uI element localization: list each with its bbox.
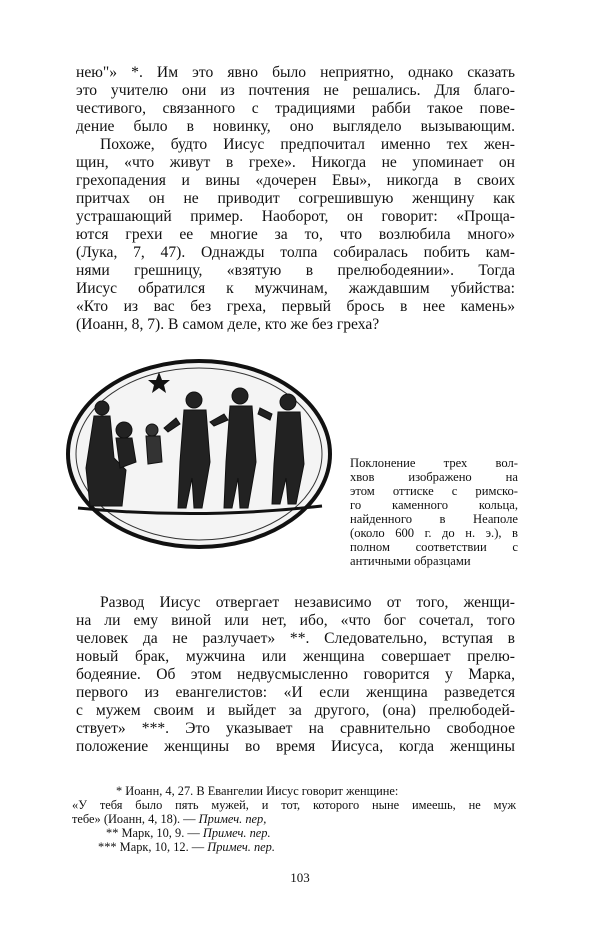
footnote-1: * Иоанн, 4, 27. В Евангелии Иисус говорит женщине:	[116, 784, 399, 798]
paragraph-2-line: щин, «что живут в грехе». Никогда не упоминает он	[76, 154, 515, 171]
illustration-caption-line: античными образцами	[350, 554, 471, 568]
paragraph-2-line: притчах он не приводит согрешившую женщину как	[76, 190, 515, 207]
translator-note: Примеч. пер,	[198, 812, 267, 826]
illustration-caption-line: (около 600 г. до н. э.), в	[350, 526, 518, 540]
paragraph-3-line: первого из евангелистов: «И если женщина разведется	[76, 684, 515, 701]
footnote-1-end	[72, 812, 266, 826]
illustration-caption-line: найденного в Неаполе	[350, 512, 518, 526]
paragraph-3-line: человек да не разлучает» **. Следовательно, вступая в	[76, 630, 515, 647]
illustration-caption-line: Поклонение трех вол-	[350, 456, 518, 470]
paragraph-2-line: (Иоанн, 8, 7). В самом деле, кто же без греха?	[76, 316, 380, 333]
paragraph-2-line: Похоже, будто Иисус предпочитал именно тех жен-	[100, 136, 515, 153]
translator-note: Примеч. пер.	[207, 840, 275, 854]
paragraph-3-line: положение женщины во время Иисуса, когда женщины	[76, 738, 515, 755]
illustration-caption-line: го каменного кольца,	[350, 498, 518, 512]
paragraph-2-line: грехопадения и вины «дочерен Евы», никогда в своих	[76, 172, 515, 189]
footnote-1-continued: «У тебя было пять мужей, и тот, которого ныне имеешь, не муж	[72, 798, 516, 812]
adoration-of-magi-engraving	[64, 358, 334, 550]
paragraph-2-line: устрашающий пример. Наоборот, он говорит: «Проща-	[76, 208, 515, 225]
paragraph-3-line: Развод Иисус отвергает независимо от того, женщи-	[100, 594, 515, 611]
translator-note: Примеч. пер.	[202, 826, 271, 840]
footnote-3	[98, 840, 275, 854]
paragraph-1-line: честивого, связанного с традициями рабби такое пове-	[76, 100, 515, 117]
paragraph-3-line: с мужем своим и выйдет за другого, (она) прелюбодей-	[76, 702, 515, 719]
illustration-caption-line: этом оттиске с римско-	[350, 484, 518, 498]
paragraph-3-line: новый брак, мужчина или женщина совершает прелю-	[76, 648, 515, 665]
footnote-3-text: *** Марк, 10, 12. —	[98, 840, 208, 854]
paragraph-3-line: ствует» ***. Это указывает на сравнительно свободное	[76, 720, 515, 737]
paragraph-3-line: бодеяние. Об этом недвусмысленно говорится у Марка,	[76, 666, 515, 683]
paragraph-2-line: нями грешницу, «взятую в прелюбодеянии». Тогда	[76, 262, 515, 279]
illustration-caption-line: хвов изображено на	[350, 470, 518, 484]
paragraph-1-line: дение было в новинку, оно выглядело вызывающим.	[76, 118, 515, 135]
page-number: 103	[290, 870, 310, 885]
paragraph-3-line: на ли ему виной или нет, ибо, «что бог сочетал, того	[76, 612, 515, 629]
footnote-2-text: ** Марк, 10, 9. —	[106, 826, 203, 840]
footnote-2	[106, 826, 271, 840]
paragraph-2-line: (Лука, 7, 47). Однажды толпа собиралась побить кам-	[76, 244, 515, 261]
illustration-caption-line: полном соответствии с	[350, 540, 518, 554]
paragraph-2-line: ются грехи ее многие за то, что возлюбила много»	[76, 226, 515, 243]
paragraph-2-line: Иисус обратился к мужчинам, жаждавшим убийства:	[76, 280, 515, 297]
paragraph-1-line: это учителю они из почтения не решались. Для благо-	[76, 82, 515, 99]
footnote-1-end-text: тебе» (Иоанн, 4, 18). —	[72, 812, 199, 826]
paragraph-2-line: «Кто из вас без греха, первый брось в нее камень»	[76, 298, 515, 315]
paragraph-1-line: нею"» *. Им это явно было неприятно, однако сказать	[76, 64, 515, 81]
